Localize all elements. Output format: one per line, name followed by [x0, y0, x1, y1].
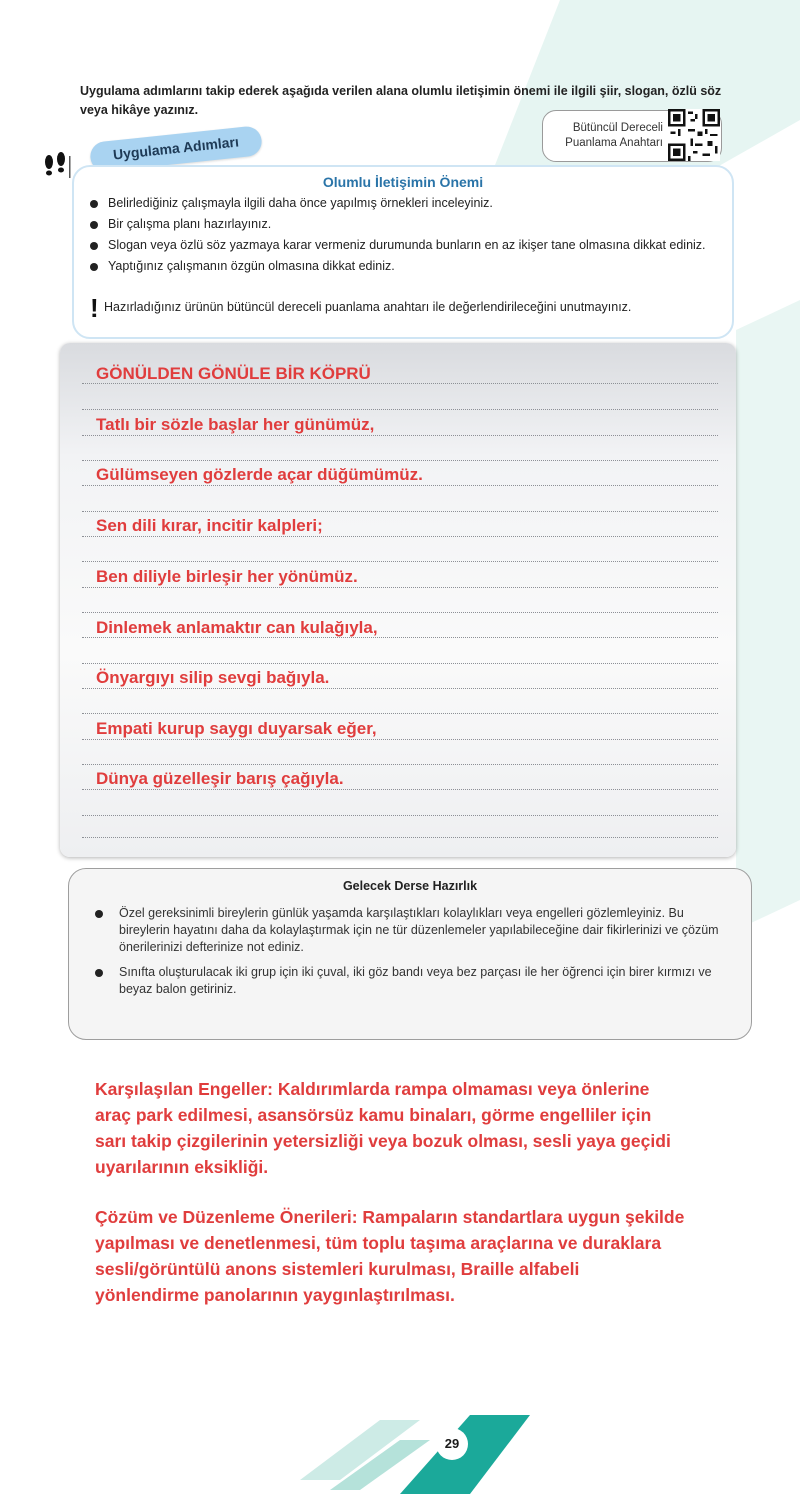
prep-list [95, 905, 723, 1006]
poem-line: Gülümseyen gözlerde açar düğümümüz. [96, 465, 423, 484]
dotted-line [82, 837, 718, 838]
dotted-line [82, 511, 718, 512]
qr-code-icon[interactable] [668, 109, 720, 161]
poem-line: Dinlemek anlamaktır can kulağıyla, [96, 618, 378, 637]
dotted-line [82, 663, 718, 664]
dotted-line [82, 409, 718, 410]
solutions-answer: Çözüm ve Düzenleme Önerileri: Rampaların standartlara uygun şekilde yapılması ve denetlenmesi, tüm toplu taşıma araçlarına ve duraklara sesli/görüntülü anons sistemleri kurulması, Braille alfabeli yönlendirme panolarının yaygınlaştırılması. [95, 1207, 685, 1305]
rubric-label-line1: Bütüncül Dereceli [572, 122, 663, 134]
prep-item: Sınıfta oluşturulacak iki grup için iki çuval, iki göz bandı veya bez parçası ile her öğrenci için birer kırmızı ve beyaz balon getiriniz. [95, 964, 723, 998]
poem-line: Önyargıyı silip sevgi bağıyla. [96, 668, 330, 687]
poem-line: Sen dili kırar, incitir kalpleri; [96, 516, 323, 535]
obstacles-answer: Karşılaşılan Engeller: Kaldırımlarda rampa olmaması veya önlerine araç park edilmesi, asansörsüz kamu binaları, görme engelliler için sarı takip çizgilerinin yetersizliği veya bozuk olması, sesli yaya geçidi uyarılarının eksikliği. [95, 1079, 671, 1177]
page-number: 29 [436, 1428, 468, 1460]
steps-tag-label: Uygulama Adımları [112, 133, 240, 163]
dotted-line [82, 612, 718, 613]
dotted-line [82, 739, 718, 740]
dotted-line [82, 713, 718, 714]
application-steps-box [72, 165, 734, 339]
step-item: Bir çalışma planı hazırlayınız. [88, 216, 713, 233]
prep-item: Özel gereksinimli bireylerin günlük yaşamda karşılaştıkları kolaylıkları veya engelleri gözlemleyiniz. Bu bireylerin hayatını daha da kolaylaştırmak için ne tür düzenlemeler yapılabileceğine dair fikirlerinizi ve çözüm önerilerinizi defterinize not ediniz. [95, 905, 723, 956]
exclamation-icon: ! [90, 293, 99, 323]
writing-area [60, 343, 736, 857]
dotted-line [82, 485, 718, 486]
rubric-label-line2: Puanlama Anahtarı [565, 137, 663, 149]
steps-title: Olumlu İletişimin Önemi [322, 174, 484, 190]
dotted-line [82, 764, 718, 765]
rubric-qr-box[interactable] [542, 110, 722, 162]
steps-list [88, 195, 713, 279]
dotted-line [82, 789, 718, 790]
dotted-line [82, 435, 718, 436]
footsteps-icon [42, 150, 72, 180]
dotted-line [82, 460, 718, 461]
prep-title: Gelecek Derse Hazırlık [342, 879, 478, 893]
steps-warning: Hazırladığınız ürünün bütüncül dereceli puanlama anahtarı ile değerlendirileceğini unutmayınız. [104, 300, 632, 314]
step-item: Belirlediğiniz çalışmayla ilgili daha önce yapılmış örnekleri inceleyiniz. [88, 195, 713, 212]
dotted-line [82, 561, 718, 562]
poem-line: Ben diliyle birleşir her yönümüz. [96, 567, 358, 586]
dotted-line [82, 815, 718, 816]
poem-title: GÖNÜLDEN GÖNÜLE BİR KÖPRÜ [96, 364, 371, 383]
step-item: Slogan veya özlü söz yazmaya karar vermeniz durumunda bunların en az ikişer tane olmasına dikkat ediniz. [88, 237, 713, 254]
step-item: Yaptığınız çalışmanın özgün olmasına dikkat ediniz. [88, 258, 713, 275]
rubric-label [551, 121, 663, 151]
poem-line: Tatlı bir sözle başlar her günümüz, [96, 415, 375, 434]
poem-line: Dünya güzelleşir barış çağıyla. [96, 769, 344, 788]
next-lesson-prep-box [68, 868, 752, 1040]
dotted-line [82, 688, 718, 689]
poem-line: Empati kurup saygı duyarsak eğer, [96, 719, 377, 738]
dotted-line [82, 587, 718, 588]
instruction-text: Uygulama adımlarını takip ederek aşağıda verilen alana olumlu iletişimin önemi ile ilgili şiir, slogan, özlü söz veya hikâye yazınız. [80, 84, 722, 117]
dotted-line [82, 536, 718, 537]
